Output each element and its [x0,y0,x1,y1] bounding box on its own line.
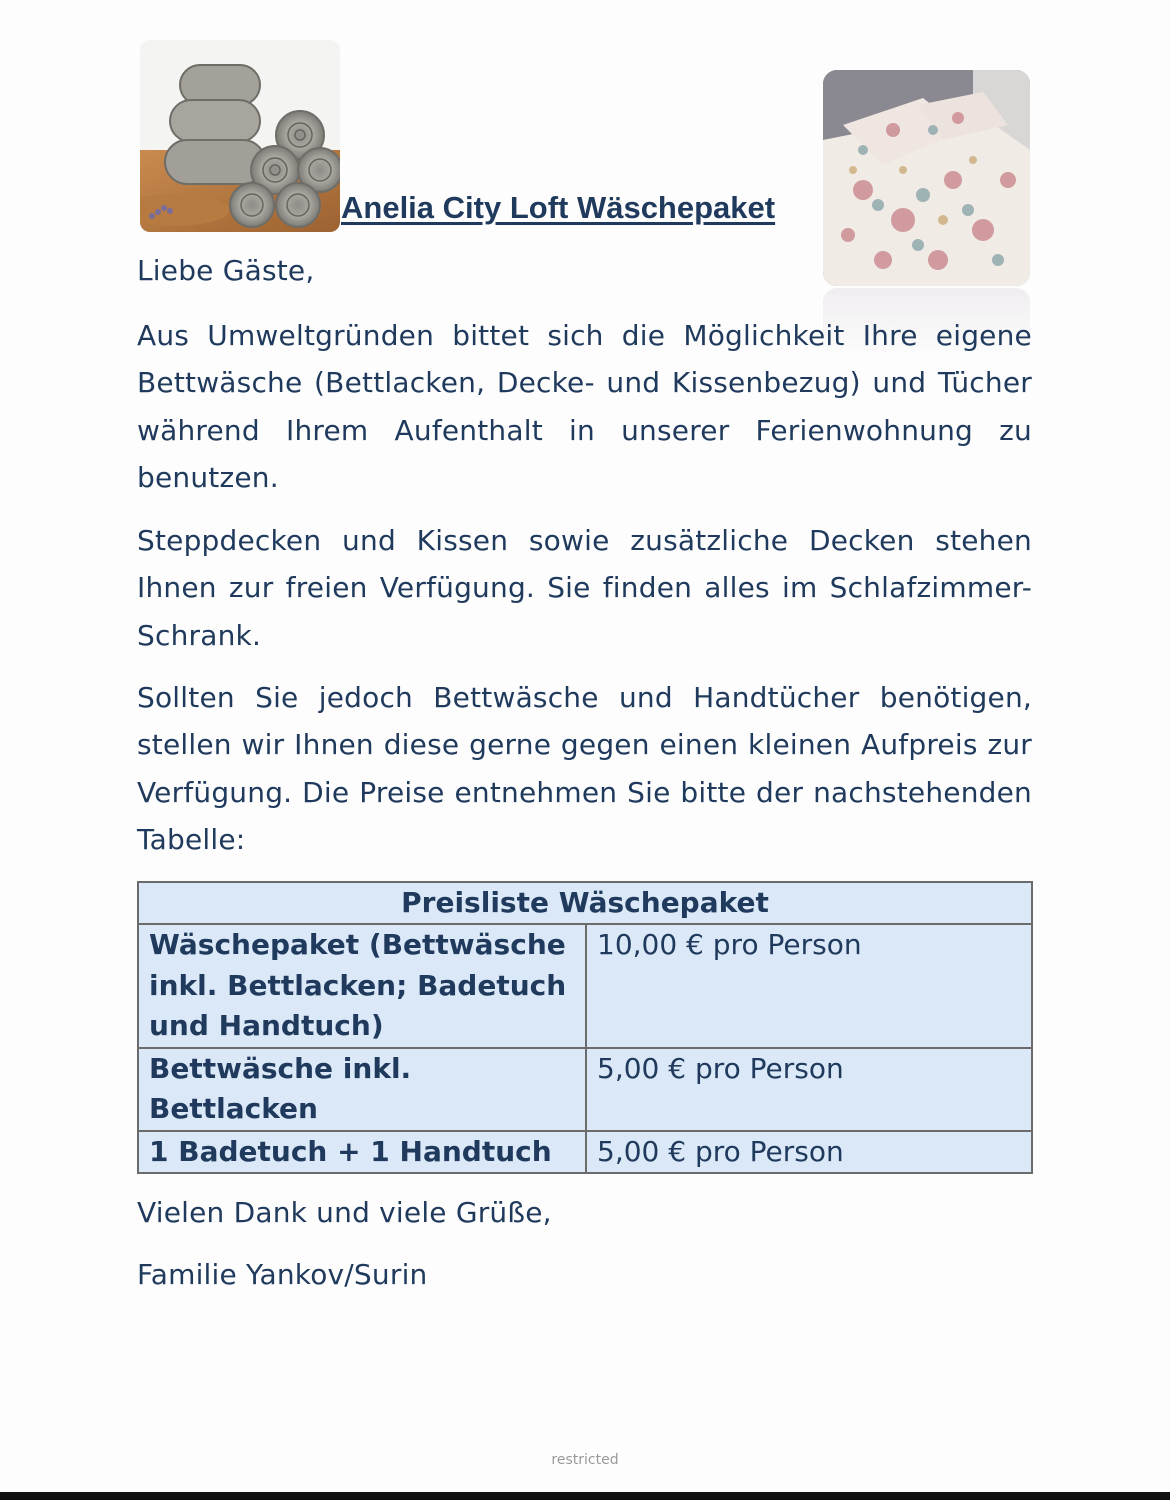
greeting: Liebe Gäste, [137,254,315,287]
signature: Familie Yankov/Surin [137,1258,428,1291]
paragraph-environment: Aus Umweltgründen bittet sich die Möglichkeit Ihre eigene Bettwäsche (Bettlacken, Decke- und Kissenbezug) und Tücher während Ihrem Aufenthalt in unserer Ferienwohnung zu benutzen. [137,319,1032,494]
document-title: Anelia City Loft Wäschepaket [341,190,776,225]
paragraph-bedding-available: Steppdecken und Kissen sowie zusätzliche Decken stehen Ihnen zur freien Verfügung. Sie finden alles im Schlafzimmer-Schrank. [137,524,1032,652]
table-row [138,1048,1032,1131]
table-price: 5,00 € pro Person [586,1048,1032,1131]
paragraph-surcharge: Sollten Sie jedoch Bettwäsche und Handtücher benötigen, stellen wir Ihnen diese gerne gegen einen kleinen Aufpreis zur Verfügung. Die Preise entnehmen Sie bitte der nachstehenden Tabelle: [137,681,1032,856]
bottom-bar [0,1492,1170,1500]
paisley-bedding-image [823,70,1030,286]
table-price: 10,00 € pro Person [586,924,1032,1048]
table-row [138,1131,1032,1174]
price-table [137,881,1033,1174]
table-item: Bettwäsche inkl. Bettlacken [138,1048,586,1131]
rolled-towels-image [140,40,340,232]
table-row [138,924,1032,1048]
table-price: 5,00 € pro Person [586,1131,1032,1174]
classification-label: restricted [551,1452,619,1468]
table-item: Wäschepaket (Bettwäsche inkl. Bettlacken; Badetuch und Handtuch) [138,924,586,1048]
table-item: 1 Badetuch + 1 Handtuch [138,1131,586,1174]
price-table-header: Preisliste Wäschepaket [138,882,1032,924]
closing-line: Vielen Dank und viele Grüße, [137,1196,552,1229]
